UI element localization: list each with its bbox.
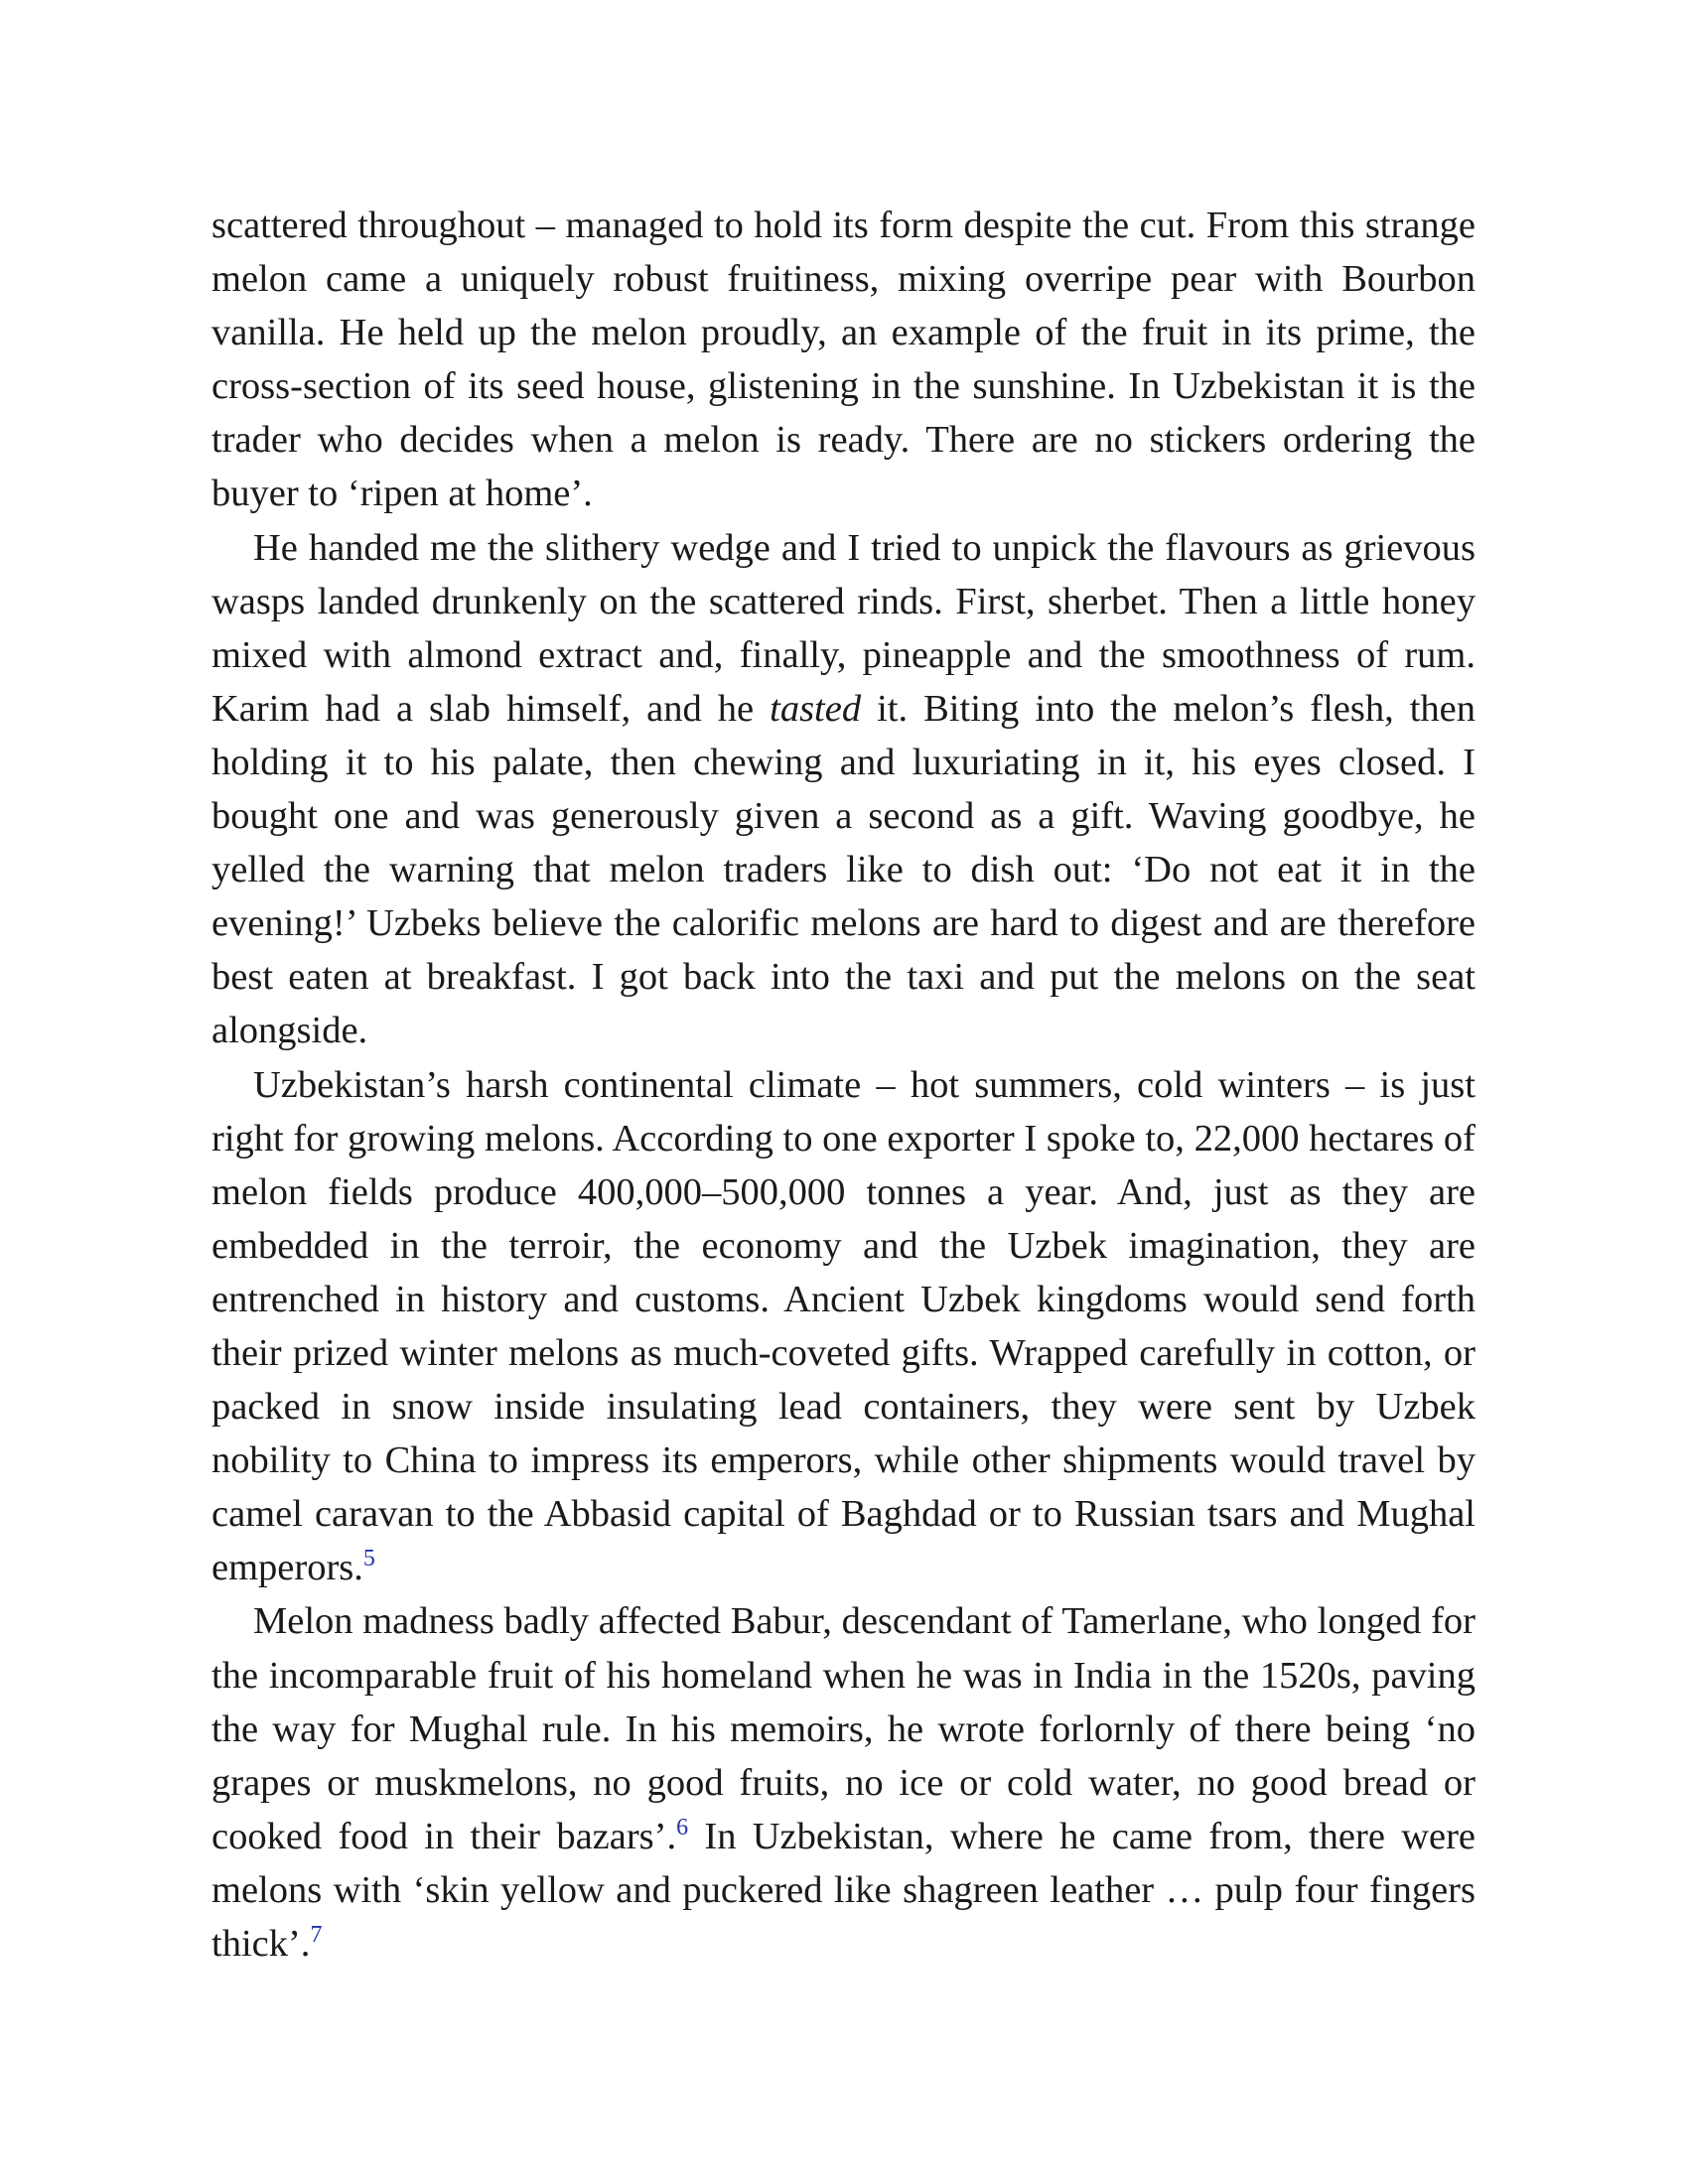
paragraph-1-text: scattered throughout – managed to hold its form despite the cut. From this strange melon came a uniquely robust fruitiness, mixing overripe pear with Bourbon vanilla. He held up the melon proudly, an example of the fruit in its prime, the cross-section of its seed house, glistening in the sunshine. In Uzbekistan it is the trader who decides when a melon is ready. There are no stickers ordering the buyer to ‘ripen at home’. — [211, 205, 1476, 515]
footnote-link-6[interactable]: 6 — [676, 1814, 689, 1841]
book-page — [211, 199, 1476, 1971]
footnote-link-5[interactable]: 5 — [362, 1546, 375, 1572]
paragraph-4 — [211, 1594, 1476, 1971]
paragraph-2-text-start: He handed me the slithery wedge and I tried to unpick the flavours as grievous wasps landed drunkenly on the scattered rinds. First, sherbet. Then a little honey mixed with almond extract and, finally, pineapple and the smoothness of rum. Karim had a slab himself, and he — [211, 526, 1476, 730]
paragraph-4-text-end: In Uzbekistan, where he came from, there were melons with ‘skin yellow and puckered like shagreen leather … pulp four fingers thick’. — [211, 1815, 1476, 1965]
paragraph-4-text-start: Melon madness badly affected Babur, descendant of Tamerlane, who longed for the incomparable fruit of his homeland when he was in India in the 1520s, paving the way for Mughal rule. In his memoirs, he wrote forlornly of there being ‘no grapes or muskmelons, no good fruits, no ice or cold water, no good bread or cooked food in their bazars’. — [211, 1600, 1476, 1857]
paragraph-2 — [211, 521, 1476, 1058]
paragraph-1 — [211, 199, 1476, 521]
emphasis-tasted: tasted — [770, 687, 862, 730]
paragraph-3 — [211, 1058, 1476, 1595]
paragraph-2-text-end: it. Biting into the melon’s flesh, then holding it to his palate, then chewing and luxuriating in it, his eyes closed. I bought one and was generously given a second as a gift. Waving goodbye, he yelled the warning that melon traders like to dish out: ‘Do not eat it in the evening!’ Uzbeks believe the calorific melons are hard to digest and are therefore best eaten at breakfast. I got back into the taxi and put the melons on the seat alongside. — [211, 687, 1476, 1052]
paragraph-3-text: Uzbekistan’s harsh continental climate – hot summers, cold winters – is just right for growing melons. According to one exporter I spoke to, 22,000 hectares of melon fields produce 400,000–500,000 tonnes a year. And, just as they are embedded in the terroir, the economy and the Uzbek imagination, they are entrenched in history and customs. Ancient Uzbek kingdoms would send forth their prized winter melons as much-coveted gifts. Wrapped carefully in cotton, or packed in snow inside insulating lead containers, they were sent by Uzbek nobility to China to impress its emperors, while other shipments would travel by camel caravan to the Abbasid capital of Baghdad or to Russian tsars and Mughal emperors. — [211, 1063, 1476, 1589]
footnote-link-7[interactable]: 7 — [310, 1922, 323, 1949]
